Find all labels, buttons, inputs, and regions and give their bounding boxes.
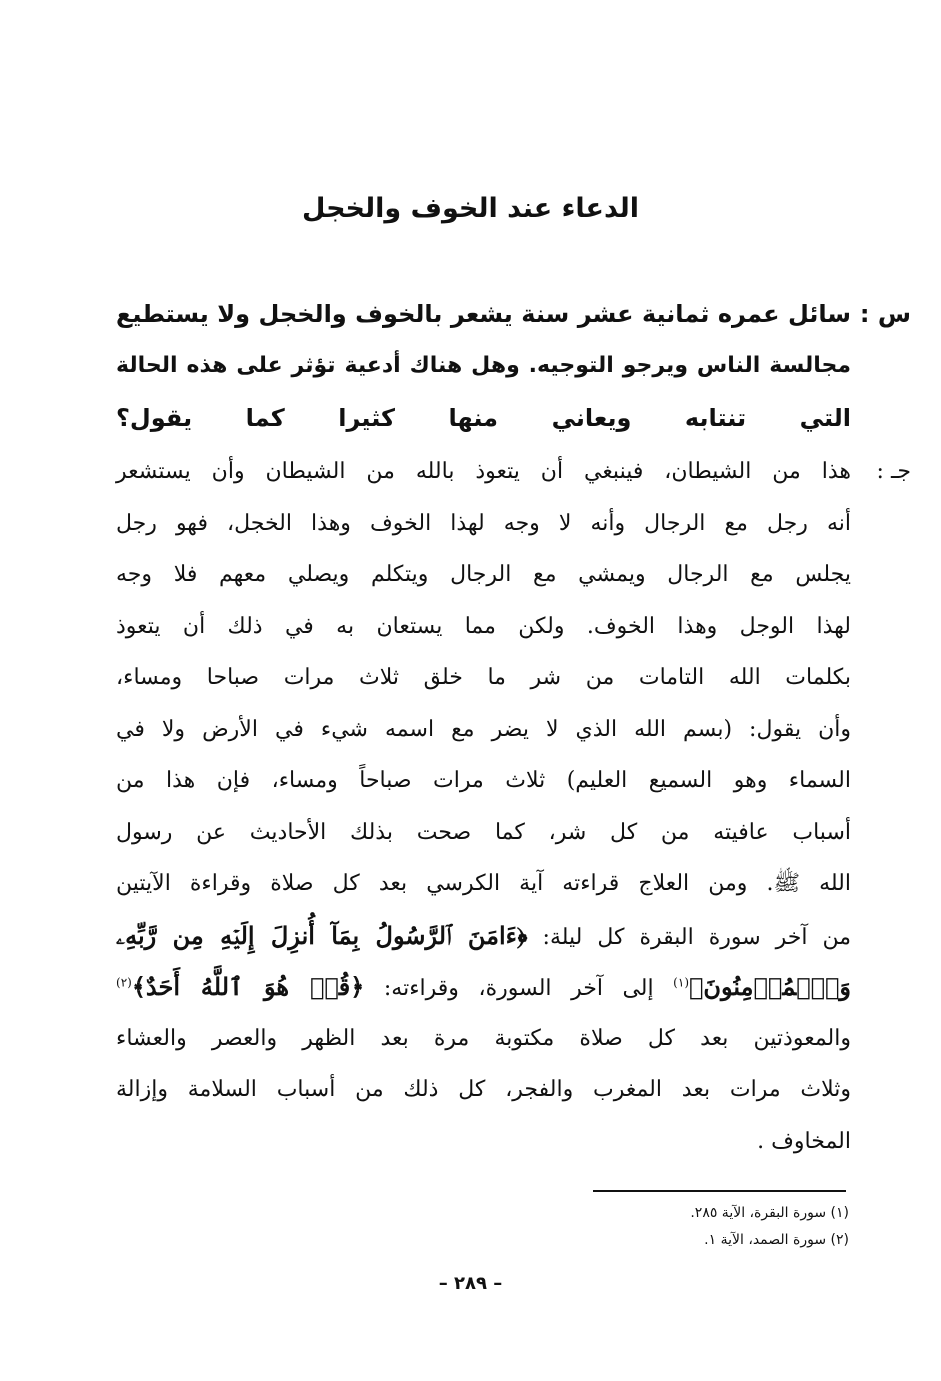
answer-line: أسباب عافيته من كل شر، كما صحت بذلك الأحاديث عن رسول xyxy=(116,819,851,845)
footnote-ref: (١) xyxy=(673,975,689,990)
answer-text: إلى آخر السورة، وقراءته: xyxy=(383,976,654,1001)
footnote: (٢) سورة الصمد، الآية ١. xyxy=(704,1232,849,1248)
answer-line: المخاوف . xyxy=(757,1128,851,1154)
answer-line: لهذا الوجل وهذا الخوف. ولكن مما يستعان به في ذلك أن يتعوذ xyxy=(116,613,851,639)
answer-line: وأن يقول: (بسم الله الذي لا يضر مع اسمه شيء في الأرض ولا في xyxy=(116,716,851,742)
page-title: الدعاء عند الخوف والخجل xyxy=(302,193,639,224)
footnote: (١) سورة البقرة، الآية ٢٨٥. xyxy=(690,1205,849,1221)
answer-marker: جـ : xyxy=(876,459,911,484)
page-number: – ٢٨٩ – xyxy=(438,1273,503,1294)
footnote-divider xyxy=(593,1190,846,1192)
quran-verse-baqarah-end: وَٱلۡمُؤۡمِنُونَ﴾ xyxy=(689,972,851,1001)
answer-line-verse xyxy=(116,910,851,962)
answer-line: يجلس مع الرجال ويمشي مع الرجال ويتكلم ويصلي معهم فلا وجه xyxy=(116,562,851,587)
answer-line: وثلاث مرات بعد المغرب والفجر، كل ذلك من أسباب السلامة وإزالة xyxy=(116,1077,851,1102)
answer-line-verse xyxy=(116,961,851,1013)
quran-verse-baqarah: ﴿ءَامَنَ ٱلرَّسُولُ بِمَآ أُنزِلَ إِلَيۡهِ مِن رَّبِّهِۦ xyxy=(116,920,528,950)
answer-line: أنه رجل مع الرجال وأنه لا وجه لهذا الخوف وهذا الخجل، فهو رجل xyxy=(116,510,851,536)
quran-verse-ikhlas: ﴿قُلۡ هُوَ ٱللَّهُ أَحَدٌ﴾ xyxy=(131,972,365,1001)
footnotes xyxy=(449,1200,849,1254)
footnote-ref: (٢) xyxy=(116,975,132,990)
question-block xyxy=(116,288,911,444)
answer-line: والمعوذتين بعد كل صلاة مكتوبة مرة بعد الظهر والعصر والعشاء xyxy=(116,1025,851,1051)
answer-line: هذا من الشيطان، فينبغي أن يتعوذ بالله من الشيطان وأن يستشعر xyxy=(116,459,851,484)
question-line: مجالسة الناس ويرجو التوجيه. وهل هناك أدعية تؤثر على هذه الحالة xyxy=(116,353,851,378)
question-line: التي تنتابه ويعاني منها كثيرا كما يقول؟ xyxy=(116,404,851,432)
answer-line: السماء وهو السميع العليم) ثلاث مرات صباحاً ومساء، فإن هذا من xyxy=(116,768,851,793)
question-marker: س : xyxy=(859,300,911,328)
answer-text: من آخر سورة البقرة كل ليلة: xyxy=(542,924,851,950)
answer-line: الله ﷺ. ومن العلاج قراءته آية الكرسي بعد كل صلاة وقراءة الآيتين xyxy=(116,871,851,896)
question-line: سائل عمره ثمانية عشر سنة يشعر بالخوف والخجل ولا يستطيع xyxy=(116,300,851,328)
answer-line: بكلمات الله التامات من شر ما خلق ثلاث مرات صباحا ومساء، xyxy=(116,665,851,690)
answer-block xyxy=(116,446,911,1167)
